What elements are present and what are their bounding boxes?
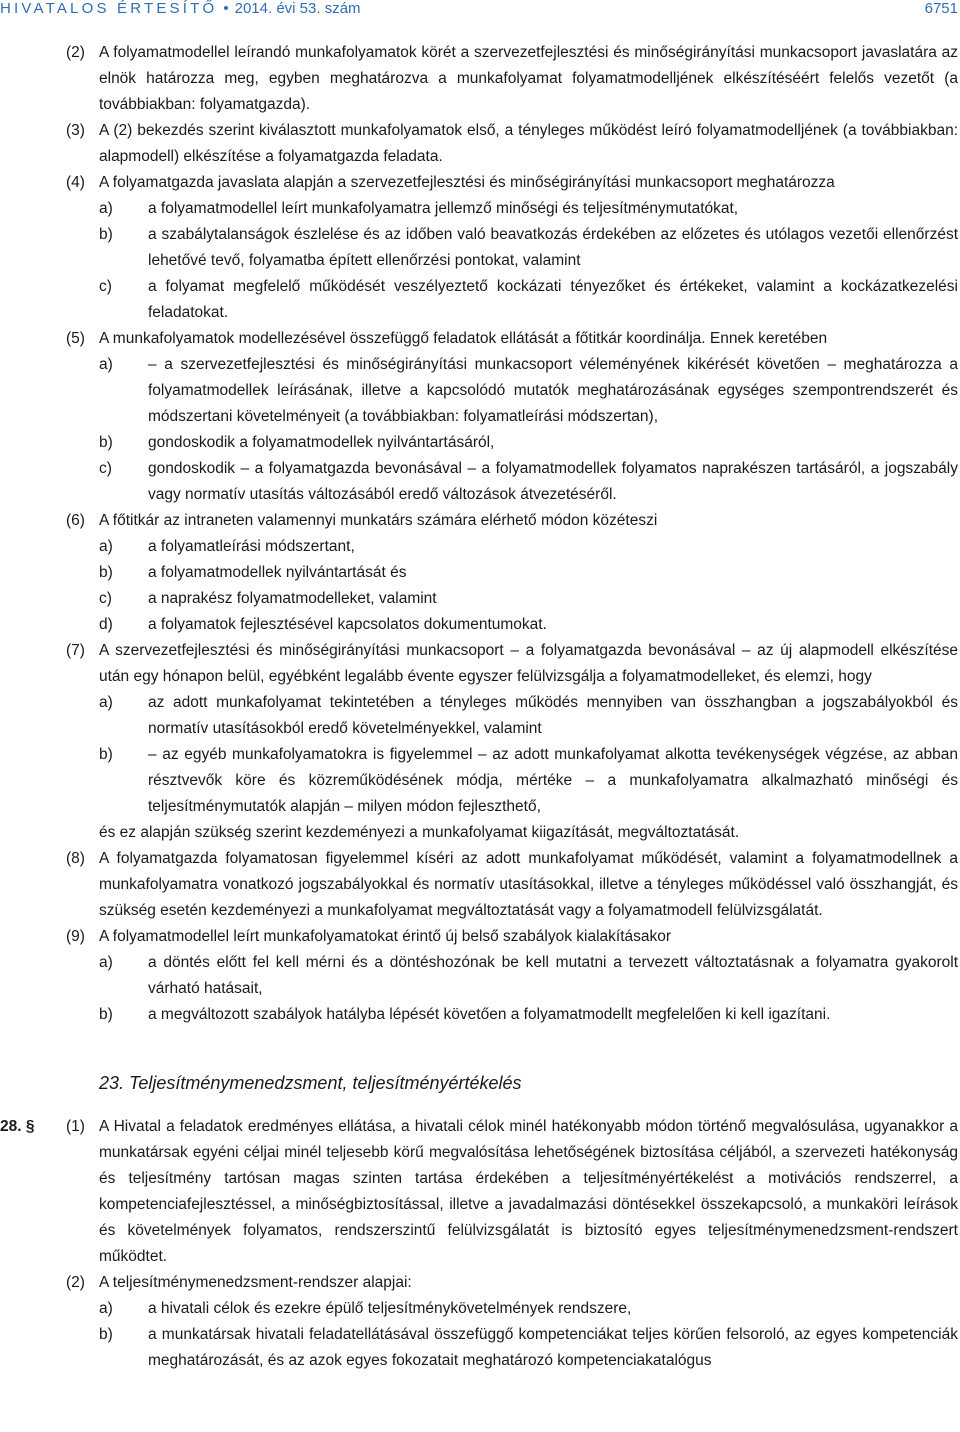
item-text: gondoskodik – a folyamatgazda bevonásával – a folyamatmodellek folyamatos naprakészen tartásáról, a jogszabály vagy normatív utasítás változásából eredő változások átvezetéséről.: [148, 460, 958, 503]
paragraph-text: A folyamatgazda folyamatosan figyelemmel kíséri az adott munkafolyamat működését, valamint a folyamatmodellnek a munkafolyamatra vonatkozó jogszabályokkal és normatív utasításokkal, illetve a tényleges működéssel való összhangját, és szükség esetén kezdeményezi a munkafolyamat megváltoztatását vagy a folyamatmodell felülvizsgálatát.: [99, 850, 958, 919]
paragraph-text: A munkafolyamatok modellezésével összefüggő feladatok ellátását a főtitkár koordinálja. Ennek keretében: [99, 330, 828, 347]
paragraph-number: (6): [66, 512, 85, 529]
item-text: az adott munkafolyamat tekintetében a tényleges működés mennyiben van összhangban a jogszabályokból és normatív utasításokból eredő követelményekkel, valamint: [148, 694, 958, 737]
item-text: a szabálytalanságok észlelése és az időben való beavatkozás érdekében az előzetes és utólagos vezetői ellenőrzést lehetővé tevő, folyamatba épített ellenőrzési pontokat, valamint: [148, 226, 958, 269]
item-text: – az egyéb munkafolyamatokra is figyelemmel – az adott munkafolyamat alkotta tevékenységek végzése, az abban résztvevők köre és közreműködésének módja, mértéke – a munkafolyamatra alkalmazható minőségi és teljesítménymutatók alapján – milyen módon fejleszthető,: [148, 746, 958, 815]
page-header: [0, 0, 960, 26]
paragraph-4: [66, 170, 958, 196]
item-label: a): [99, 694, 113, 711]
paragraph-text: A teljesítménymenedzsment-rendszer alapjai:: [99, 1274, 412, 1291]
item-label: b): [99, 746, 113, 763]
header-bullet: •: [223, 0, 229, 17]
paragraph-6: [66, 508, 958, 534]
list-item: [99, 196, 958, 222]
list-item: [99, 586, 958, 612]
paragraph-5: [66, 326, 958, 352]
issue-number: 2014. évi 53. szám: [234, 0, 361, 17]
publication-name: HIVATALOS ÉRTESÍTŐ: [0, 0, 218, 17]
paragraph-number: (3): [66, 122, 85, 139]
item-label: a): [99, 356, 113, 373]
item-label: c): [99, 278, 112, 295]
item-label: b): [99, 564, 113, 581]
list-item: [99, 1296, 958, 1322]
article-number: 28. §: [0, 1118, 35, 1135]
item-text: a munkatársak hivatali feladatellátásával összefüggő kompetenciákat teljes körűen felsoroló, az egyes kompetenciák meghatározását, és az azok egyes fokozatait meghatározó kompetenciakatalógus: [148, 1326, 958, 1369]
item-label: b): [99, 434, 113, 451]
list-item: [99, 534, 958, 560]
list-item: [99, 612, 958, 638]
item-text: a döntés előtt fel kell mérni és a döntéshozónak be kell mutatni a tervezett változtatásnak a folyamatra gyakorolt várható hatásait,: [148, 954, 958, 997]
item-text: a folyamatleírási módszertant,: [148, 538, 355, 555]
item-text: a naprakész folyamatmodelleket, valamint: [148, 590, 437, 607]
paragraph-9: [66, 924, 958, 950]
item-label: a): [99, 200, 113, 217]
item-label: a): [99, 954, 113, 971]
paragraph-8: [66, 846, 958, 924]
list-item: [99, 352, 958, 430]
paragraph-number: (8): [66, 850, 85, 867]
article-paragraph-1: [66, 1114, 958, 1270]
paragraph-number: (4): [66, 174, 85, 191]
list-item: [99, 560, 958, 586]
paragraph-number: (2): [66, 1274, 85, 1291]
item-text: gondoskodik a folyamatmodellek nyilvántartásáról,: [148, 434, 495, 451]
item-text: a folyamat megfelelő működését veszélyeztető kockázati tényezőket és értékeket, valamint a kockázatkezelési feladatokat.: [148, 278, 958, 321]
running-head: [0, 0, 361, 17]
paragraph-number: (5): [66, 330, 85, 347]
paragraph-text: A folyamatmodellel leírandó munkafolyamatok körét a szervezetfejlesztési és minőségirányítási munkacsoport javaslatára az elnök határozza meg, egyben meghatározva a munkafolyamat folyamatmodelljének elkészítéséért felelős vezetőt (a továbbiakban: folyamatgazda).: [99, 44, 958, 113]
item-label: c): [99, 460, 112, 477]
article-paragraph-2: [66, 1270, 958, 1296]
paragraph-2: [66, 40, 958, 118]
item-label: d): [99, 616, 113, 633]
item-label: b): [99, 1326, 113, 1343]
list-item: [99, 1002, 958, 1028]
paragraph-text: A (2) bekezdés szerint kiválasztott munkafolyamatok első, a tényleges működést leíró folyamatmodelljének (a továbbiakban: alapmodell) elkészítése a folyamatgazda feladata.: [99, 122, 958, 165]
list-item: [99, 430, 958, 456]
paragraph-text: A folyamatgazda javaslata alapján a szervezetfejlesztési és minőségirányítási munkacsoport meghatározza: [99, 174, 835, 191]
item-text: a folyamatok fejlesztésével kapcsolatos dokumentumokat.: [148, 616, 547, 633]
item-text: a hivatali célok és ezekre épülő teljesítménykövetelmények rendszere,: [148, 1300, 632, 1317]
list-item: [99, 456, 958, 508]
item-label: a): [99, 1300, 113, 1317]
paragraph-text: A folyamatmodellel leírt munkafolyamatokat érintő új belső szabályok kialakításakor: [99, 928, 672, 945]
item-label: a): [99, 538, 113, 555]
list-item: [99, 690, 958, 742]
item-text: – a szervezetfejlesztési és minőségirányítási munkacsoport véleményének kikérését követően – meghatározza a folyamatmodellek leírásának, illetve a kapcsolódó mutatók meghatározásának egységes szempontrendszerét és módszertani követelményeit (a továbbiakban: folyamatleírási módszertan),: [148, 356, 958, 425]
item-text: a folyamatmodellek nyilvántartását és: [148, 564, 407, 581]
item-label: b): [99, 226, 113, 243]
paragraph-continuation: és ez alapján szükség szerint kezdeményezi a munkafolyamat kiigazítását, megváltoztatását.: [99, 824, 740, 841]
paragraph-text: A szervezetfejlesztési és minőségirányítási munkacsoport – a folyamatgazda bevonásával – az új alapmodell elkészítése után egy hónapon belül, egyébként legalább évente egyszer felülvizsgálja a folyamatmodelleket, és elemzi, hogy: [99, 642, 958, 685]
item-label: b): [99, 1006, 113, 1023]
article-28: [0, 1114, 958, 1374]
item-text: a megváltozott szabályok hatályba lépését követően a folyamatmodellt megfelelően ki kell igazítani.: [148, 1006, 831, 1023]
list-item: [99, 274, 958, 326]
paragraph-number: (7): [66, 642, 85, 659]
paragraph-text: A főtitkár az intraneten valamennyi munkatárs számára elérhető módon közéteszi: [99, 512, 658, 529]
item-label: c): [99, 590, 112, 607]
list-item: [99, 222, 958, 274]
list-item: [99, 742, 958, 820]
item-text: a folyamatmodellel leírt munkafolyamatra jellemző minőségi és teljesítménymutatókat,: [148, 200, 739, 217]
section-title: 23. Teljesítménymenedzsment, teljesítményértékelés: [99, 1073, 522, 1093]
paragraph-text: A Hivatal a feladatok eredményes ellátása, a hivatali célok minél hatékonyabb módon történő megvalósulása, ugyanakkor a munkatársak egyéni céljai minél teljesebb körű megvalósítása lehetőségének biztosítása céljából, a szervezeti hatékonyság és teljesítmény tartósan magas szinten tartása érdekében a teljesítményértékelést a motivációs rendszerrel, a kompetenciafejlesztéssel, a minőségbiztosítással, illetve a javadalmazási döntésekkel összekapcsoló, a munkaköri leírások és követelmények folyamatos, rendszerszintű felülvizsgálatát is biztosító egyes teljesítménymenedzsment-rendszert működtet.: [99, 1118, 958, 1265]
paragraph-number: (1): [66, 1118, 85, 1135]
paragraph-number: (2): [66, 44, 85, 61]
paragraph-number: (9): [66, 928, 85, 945]
list-item: [99, 1322, 958, 1374]
paragraph-3: [66, 118, 958, 170]
paragraph-7: [66, 638, 958, 690]
document-body: [0, 40, 958, 1374]
list-item: [99, 950, 958, 1002]
page-number: 6751: [924, 0, 958, 17]
